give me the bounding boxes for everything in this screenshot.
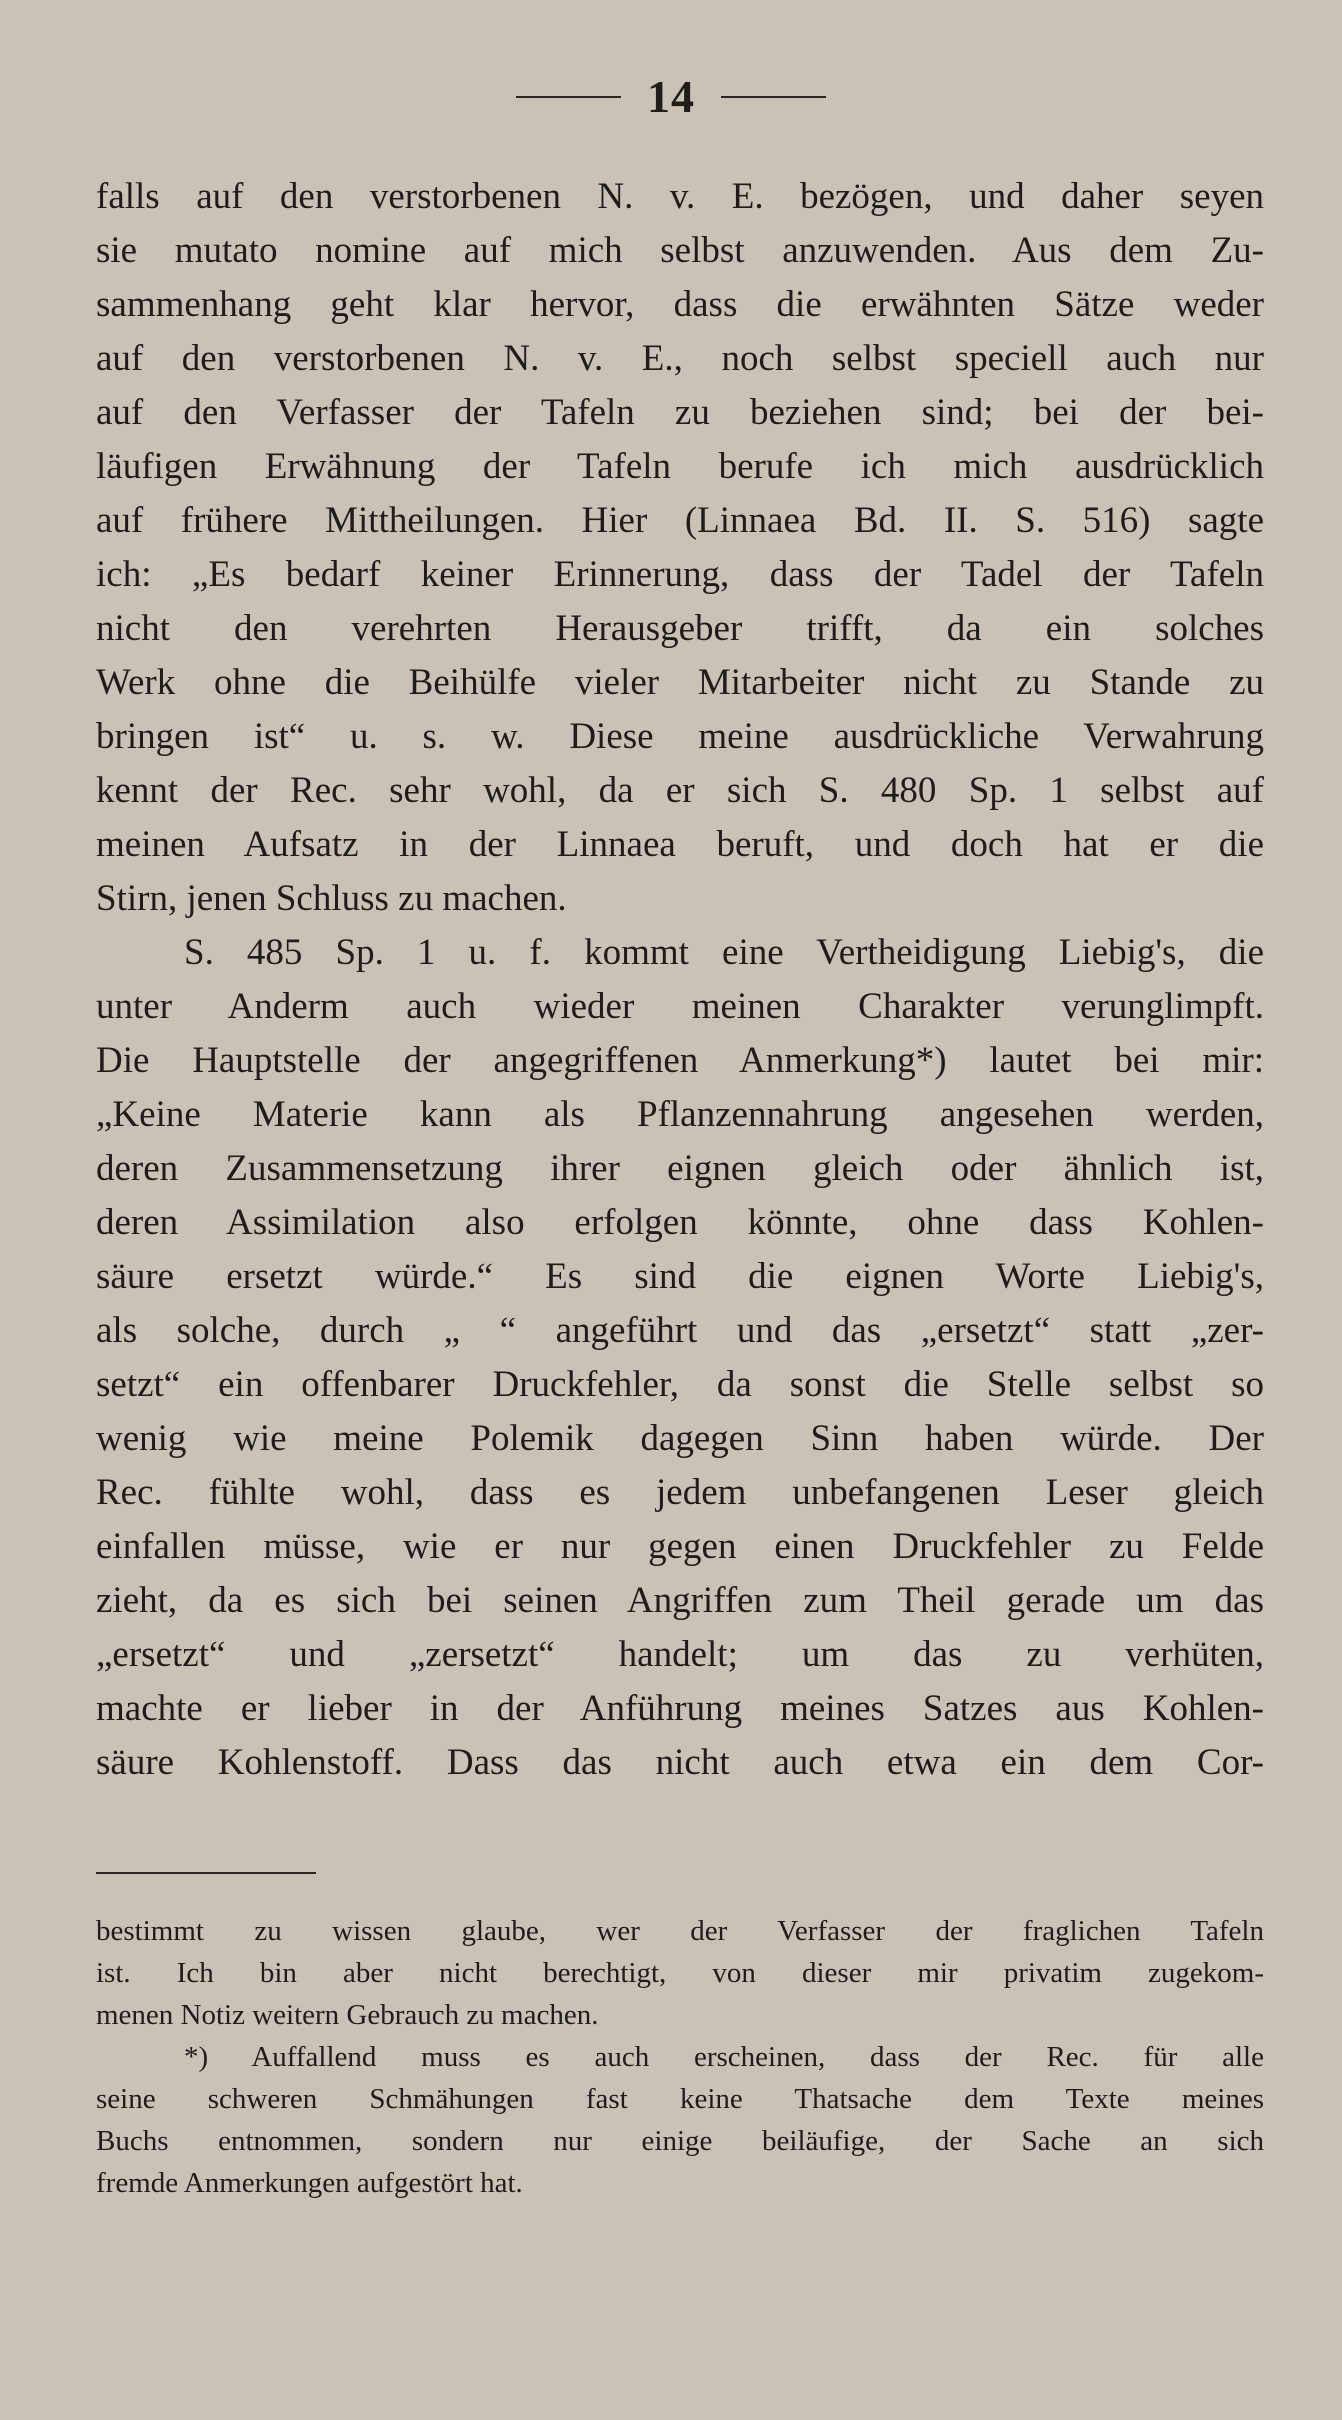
text-line: säure Kohlenstoff. Dass das nicht auch etwa ein dem Cor-: [96, 1742, 1264, 1783]
text-line: machte er lieber in der Anführung meines Satzes aus Kohlen-: [96, 1688, 1264, 1729]
text-line: auf den verstorbenen N. v. E., noch selbst speciell auch nur: [96, 338, 1264, 379]
footnote-line: menen Notiz weitern Gebrauch zu machen.: [96, 1999, 599, 2031]
footnotes: [96, 1910, 1264, 2204]
text-line: Stirn, jenen Schluss zu machen.: [96, 878, 567, 919]
page-header: [0, 70, 1342, 123]
text-line: Rec. fühlte wohl, dass es jedem unbefangenen Leser gleich: [96, 1472, 1264, 1513]
text-line: einfallen müsse, wie er nur gegen einen Druckfehler zu Felde: [96, 1526, 1264, 1567]
text-line: auf den Verfasser der Tafeln zu beziehen sind; bei der bei-: [96, 392, 1264, 433]
footnote-line: Buchs entnommen, sondern nur einige beiläufige, der Sache an sich: [96, 2125, 1264, 2157]
text-line: deren Zusammensetzung ihrer eignen gleich oder ähnlich ist,: [96, 1148, 1264, 1189]
text-line: Die Hauptstelle der angegriffenen Anmerkung*) lautet bei mir:: [96, 1040, 1264, 1081]
text-line: auf frühere Mittheilungen. Hier (Linnaea Bd. II. S. 516) sagte: [96, 500, 1264, 541]
text-line: säure ersetzt würde.“ Es sind die eignen Worte Liebig's,: [96, 1256, 1264, 1297]
text-line: wenig wie meine Polemik dagegen Sinn haben würde. Der: [96, 1418, 1264, 1459]
text-line: meinen Aufsatz in der Linnaea beruft, und doch hat er die: [96, 824, 1264, 865]
footnote-line: ist. Ich bin aber nicht berechtigt, von dieser mir privatim zugekom-: [96, 1957, 1264, 1989]
footnote-line: bestimmt zu wissen glaube, wer der Verfasser der fraglichen Tafeln: [96, 1915, 1264, 1947]
text-line: „ersetzt“ und „zersetzt“ handelt; um das zu verhüten,: [96, 1634, 1264, 1675]
text-line: bringen ist“ u. s. w. Diese meine ausdrückliche Verwahrung: [96, 716, 1264, 757]
text-line: unter Anderm auch wieder meinen Charakter verunglimpft.: [96, 986, 1264, 1027]
footnote-line: seine schweren Schmähungen fast keine Thatsache dem Texte meines: [96, 2083, 1264, 2115]
text-line: deren Assimilation also erfolgen könnte, ohne dass Kohlen-: [96, 1202, 1264, 1243]
main-text: [96, 170, 1264, 1790]
text-line: nicht den verehrten Herausgeber trifft, da ein solches: [96, 608, 1264, 649]
header-rule-left: [516, 96, 621, 98]
text-line: Werk ohne die Beihülfe vieler Mitarbeiter nicht zu Stande zu: [96, 662, 1264, 703]
footnote-separator: [96, 1872, 316, 1874]
text-line: kennt der Rec. sehr wohl, da er sich S. 480 Sp. 1 selbst auf: [96, 770, 1264, 811]
paragraph-start-line: S. 485 Sp. 1 u. f. kommt eine Vertheidigung Liebig's, die: [184, 932, 1264, 973]
footnote-line: *) Auffallend muss es auch erscheinen, dass der Rec. für alle: [184, 2041, 1264, 2073]
text-line: falls auf den verstorbenen N. v. E. bezögen, und daher seyen: [96, 176, 1264, 217]
footnote-line: fremde Anmerkungen aufgestört hat.: [96, 2167, 523, 2199]
text-line: sie mutato nomine auf mich selbst anzuwenden. Aus dem Zu-: [96, 230, 1264, 271]
text-line: sammenhang geht klar hervor, dass die erwähnten Sätze weder: [96, 284, 1264, 325]
text-line: als solche, durch „ “ angeführt und das „ersetzt“ statt „zer-: [96, 1310, 1264, 1351]
text-line: zieht, da es sich bei seinen Angriffen zum Theil gerade um das: [96, 1580, 1264, 1621]
text-line: ich: „Es bedarf keiner Erinnerung, dass der Tadel der Tafeln: [96, 554, 1264, 595]
text-line: setzt“ ein offenbarer Druckfehler, da sonst die Stelle selbst so: [96, 1364, 1264, 1405]
text-line: „Keine Materie kann als Pflanzennahrung angesehen werden,: [96, 1094, 1264, 1135]
header-rule-right: [721, 96, 826, 98]
page-number: 14: [647, 71, 695, 122]
text-line: läufigen Erwähnung der Tafeln berufe ich mich ausdrücklich: [96, 446, 1264, 487]
